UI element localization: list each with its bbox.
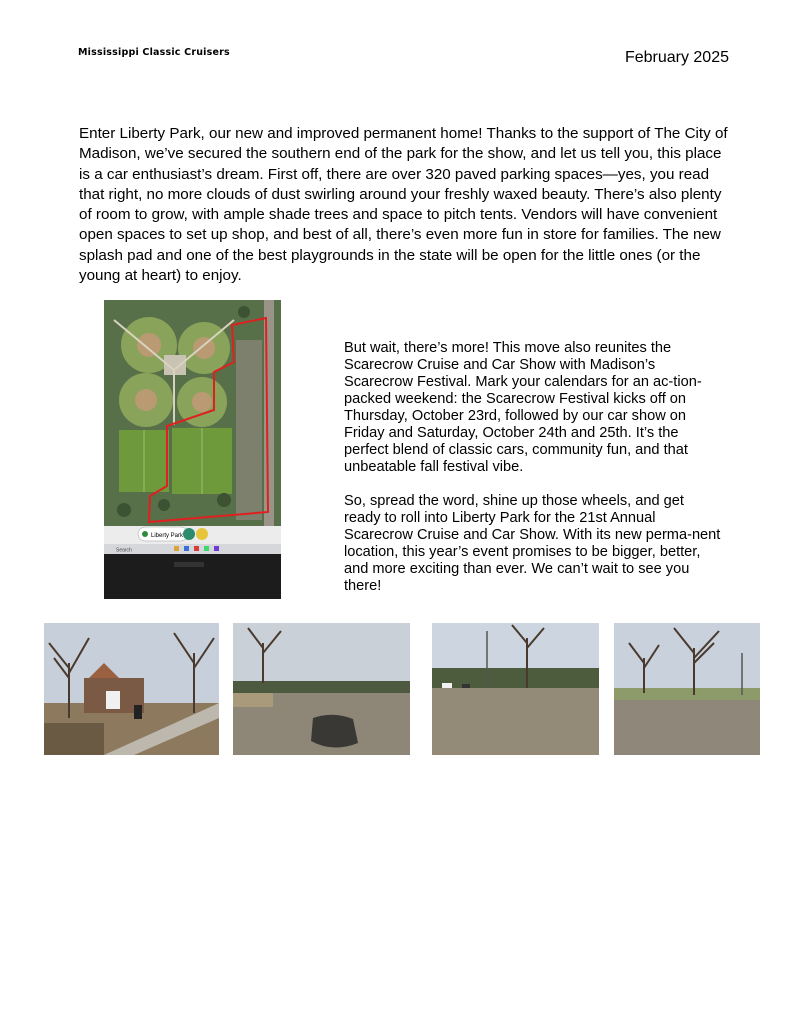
parking-lot-photo-3 [614,623,760,755]
column-paragraph-1: But wait, there’s more! This move also reunites the Scarecrow Cruise and Car Show with Madison’s Scarecrow Festival. Mark your calendars for an ac-tion-packed weekend: the Scarecrow Festival kicks off on Thursday, October 23rd, followed by our car show on Friday and Saturday, October 24th and 25th. It’s the perfect blend of classic cars, community fun, and that unbeatable fall festival vibe. [344,340,702,475]
map-search-label: Search [116,547,132,554]
intro-paragraph: Enter Liberty Park, our new and improved permanent home! Thanks to the support of The City of Madison, we’ve secured the southern end of the park for the show, and let us tell you, this place is a car enthusiast’s dream. First off, there are over 320 paved parking spaces—yes, you read that right, no more clouds of dust swirling around your freshly waxed beauty. There’s also plenty of room to grow, with ample shade trees and space to pitch tents. Vendors will have convenient open spaces to set up shop, and best of all, there’s even more fun in store for families. The new splash pad and one of the best playgrounds in the state will be open for the little ones (or the young at heart) to enjoy. [79,125,728,285]
parking-lot-photo-1 [233,623,410,755]
park-map-photo [104,300,281,599]
column-paragraph-2: So, spread the word, shine up those wheels, and get ready to roll into Liberty Park for the 21st Annual Scarecrow Cruise and Car Show. With its new perma-nent location, this year’s event promises to be bigger, better, and more exciting than ever. We can’t wait to see you there! [344,493,721,594]
article-column [344,340,722,612]
parking-lot-photo-2 [432,623,599,755]
organization-name: Mississippi Classic Cruisers [78,47,230,58]
playground-photo [44,623,219,755]
issue-date: February 2025 [624,49,729,66]
map-place-label: Liberty Park [151,533,184,539]
